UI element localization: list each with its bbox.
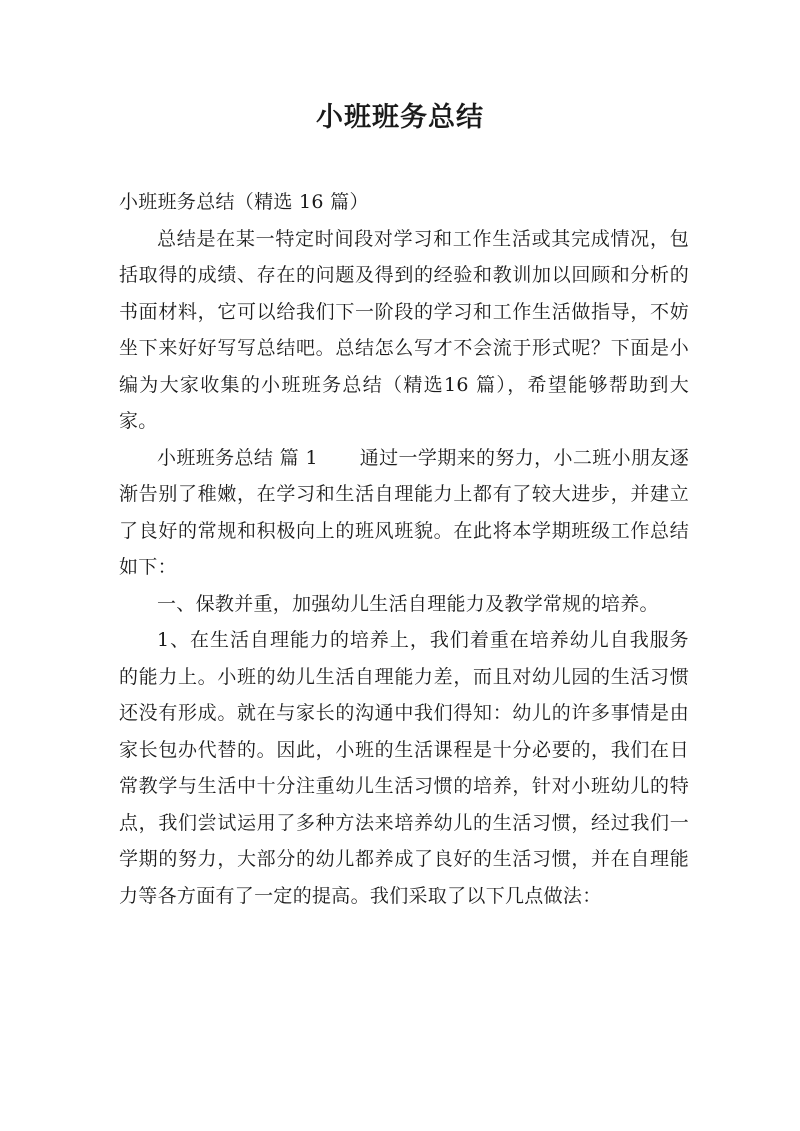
section-heading: 一、保教并重，加强幼儿生活自理能力及教学常规的培养。 bbox=[157, 592, 659, 615]
intro-paragraph: 总结是在某一特定时间段对学习和工作生活或其完成情况，包括取得的成绩、存在的问题及得到的经验和教训加以回顾和分析的书面材料，它可以给我们下一阶段的学习和工作生活做指导，不妨坐下来好好写写总结吧。总结怎么写才不会流于形式呢？下面是小编为大家收集的小班班务总结（精选16 篇），希望能够帮助到大家。 bbox=[119, 227, 689, 432]
document-body bbox=[119, 184, 689, 914]
body-paragraph: 1、在生活自理能力的培养上，我们着重在培养幼儿自我服务的能力上。小班的幼儿生活自理能力差，而且对幼儿园的生活习惯还没有形成。就在与家长的沟通中我们得知：幼儿的许多事情是由家长包办代替的。因此，小班的生活课程是十分必要的，我们在日常教学与生活中十分注重幼儿生活习惯的培养，针对小班幼儿的特点，我们尝试运用了多种方法来培养幼儿的生活习惯，经过我们一学期的努力，大部分的幼儿都养成了良好的生活习惯，并在自理能力等各方面有了一定的提高。我们采取了以下几点做法： bbox=[119, 629, 689, 907]
section-body: 通过一学期来的努力，小二班小朋友逐渐告别了稚嫩，在学习和生活自理能力上都有了较大进步，并建立了良好的常规和积极向上的班风班貌。在此将本学期班级工作总结如下： bbox=[119, 446, 689, 578]
section-paragraph bbox=[119, 440, 689, 586]
document-title: 小班班务总结 bbox=[316, 102, 484, 133]
section-label: 小班班务总结 篇 1 bbox=[157, 446, 318, 469]
document-subtitle: 小班班务总结（精选 16 篇） bbox=[119, 191, 369, 213]
